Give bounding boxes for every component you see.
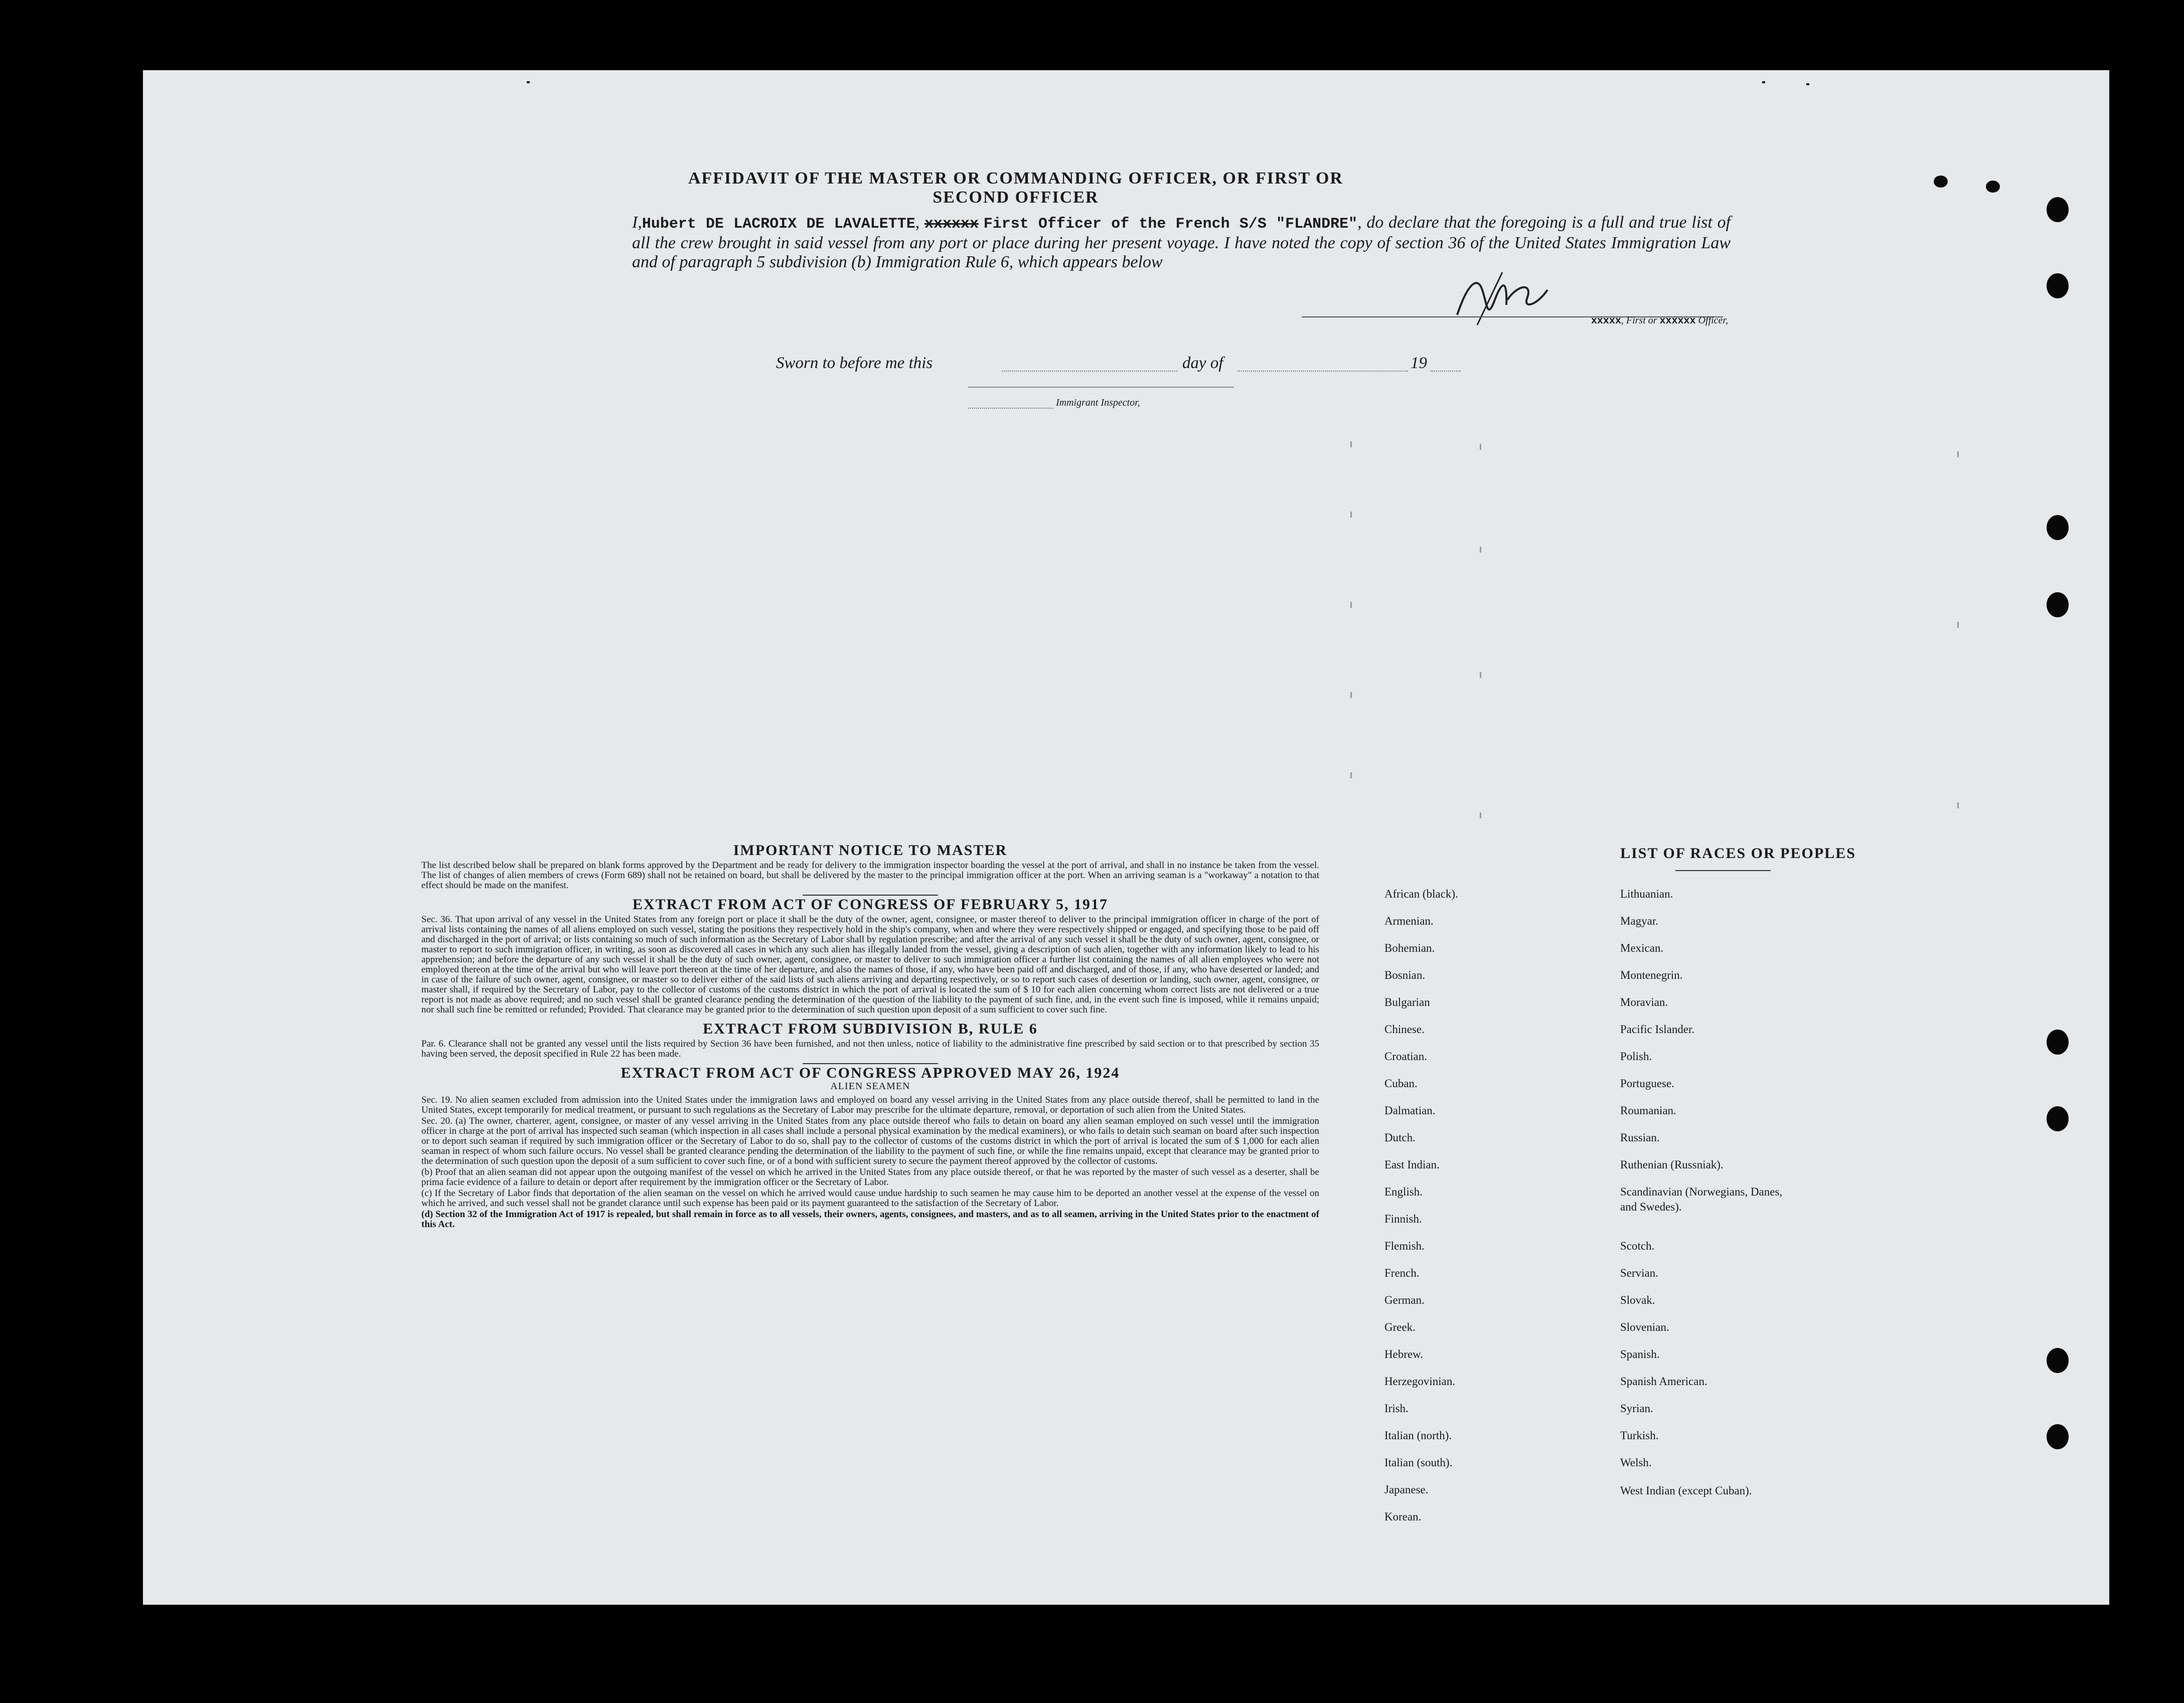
declaration-body: that the foregoing is a full and true list of all the crew brought in said vessel from any port or place during her present voyage. I have noted the copy of section 36 of the United States Immigration Law and of paragraph 5 subdivision (b) Immigration Rule 6, which appears below [632, 213, 1731, 271]
sworn-text: Sworn to before me this [776, 354, 933, 372]
inspector-dotted-line [968, 407, 1053, 409]
race-item: Dutch. [1384, 1131, 1416, 1144]
race-item: Dalmatian. [1384, 1104, 1436, 1117]
race-item: Slovenian. [1620, 1321, 1669, 1333]
race-item: Bosnian. [1384, 969, 1426, 981]
column-tick [1350, 692, 1352, 698]
column-tick [1957, 802, 1959, 808]
typed-officer-name: Hubert DE LACROIX DE LAVALETTE [642, 216, 915, 233]
race-item: Polish. [1620, 1050, 1652, 1063]
divider [803, 1063, 938, 1064]
document-page [143, 70, 2109, 1605]
caption-typed-strike-2: xxxxxx [1659, 315, 1696, 327]
race-item: Lithuanian. [1620, 888, 1673, 900]
typed-rank-vessel: First Officer of the French S/S "FLANDRE" [983, 216, 1358, 233]
affidavit-title: AFFIDAVIT OF THE MASTER OR COMMANDING OFFICER, OR FIRST OR SECOND OFFICER [688, 169, 1344, 207]
extract-1924-paragraph: Sec. 19. No alien seamen excluded from admission into the United States under the immigration laws and employed on board any vessel arriving in the United States from any place outside thereof, shall be permitted to land in the United States, except temporarily for medical treatment, or pursuant to such regulations as the Secretary of Labor may prescribe for the ultimate departure, removal, or deportation of such alien from the United States. [421, 1095, 1319, 1115]
race-item: Herzegovinian. [1384, 1375, 1456, 1388]
race-item: Cuban. [1384, 1077, 1418, 1090]
race-item: Croatian. [1384, 1050, 1427, 1063]
extract-1917-body: Sec. 36. That upon arrival of any vessel in the United States from any foreign port or place it shall be the duty of the owner, agent, consignee, or master thereof to deliver to the principal immigration officer in charge of the port of arrival lists containing the names of all aliens employed on such vessel, stating the positions they respectively hold in the ship's company, when and where they were respectively shipped or engaged, and specifying those to be paid off and discharged in the port of arrival; or lists containing so much of such information as the Secretary of Labor shall by regulation prescribe; and after the arrival of any such vessel it shall be the duty of such owner, agent, consignee, or master to report to such immigration officer, in writing, as soon as discovered all cases in which any such alien has illegally landed from the vessel, giving a description of such alien, together with any information likely to lead to his apprehension; and before the departure of any such vessel it shall be the duty of such owner, agent, consignee, or master to deliver to such immigration officer a further list containing the names of all alien employees who were not employed thereon at the time of the arrival but who will leave port thereon at the time of her departure, and also the names of those, if any, who have been paid off and discharged, and of those, if any, who have deserted or landed; and in case of the failure of such owner, agent, consignee, or master so to deliver either of the said lists of such aliens arriving and departing respectively, or so to report such cases of desertion or landing, such owner, agent, consignee, or master shall, if required by the Secretary of Labor, pay to the collector of customs of the customs district in which the port of arrival is located the sum of $ 10 for each alien concerning whom correct lists are not delivered or a true report is not made as above required; and no such vessel shall be granted clearance pending the determination of the question of the liability to the payment of such fine, and, in the event such fine is imposed, while it remains unpaid; nor shall such fine be remitted or refunded; Provided. That clearance may be granted prior to the determination of such question upon deposit of a sum sufficient to cover such fine. [421, 914, 1319, 1015]
column-tick [1480, 812, 1481, 818]
caption-mid: , First or [1621, 315, 1660, 326]
race-item: Turkish. [1620, 1429, 1659, 1442]
caption-typed-strike: xxxxx [1591, 315, 1621, 327]
notice-column [421, 842, 1319, 1231]
race-item: Armenian. [1384, 915, 1434, 927]
extract-rule6-body: Par. 6. Clearance shall not be granted any vessel until the lists required by Section 36 have been furnished, and not then unless, notice of liability to the administrative fine prescribed by said section or to that prescribed by section 35 having been served, the deposit specified in Rule 22 has been made. [421, 1039, 1319, 1059]
punch-hole [2047, 1106, 2069, 1131]
sworn-date-blank [1002, 370, 1177, 372]
punch-hole [2047, 1348, 2069, 1373]
extract-1924-subtitle: ALIEN SEAMEN [830, 1081, 910, 1092]
race-item: Moravian. [1620, 996, 1668, 1008]
scan-speck [527, 81, 530, 83]
notice-title: IMPORTANT NOTICE TO MASTER [733, 842, 1008, 859]
extract-1924-paragraph: (c) If the Secretary of Labor finds that deportation of the alien seaman on the vessel on which he arrived would cause undue hardship to such seamen he may cause him to be deported an another vessel at the expense of the vessel on which he arrived, and such vessel shall not be grandet clarance until such expense has been paid or its payment guaranteed to the satisfaction of the Secretary of Labor. [421, 1188, 1319, 1209]
notice-body: The list described below shall be prepared on blank forms approved by the Department and be ready for delivery to the immigration inspector boarding the vessel at the port of arrival, and shall in no instance be taken from the vessel. The list of changes of alien members of crews (Form 689) shall not be retained on board, but shall be delivered by the master to the principal immigration officer at the port. When an arriving seaman is a "workaway" a notation to that effect should be made on the manifest. [421, 860, 1319, 891]
scan-speck [1806, 83, 1809, 85]
ink-spot [1934, 176, 1948, 188]
name-separator: , [915, 213, 920, 232]
extract-1924-title: EXTRACT FROM ACT OF CONGRESS APPROVED MAY 26, 1924 [620, 1065, 1120, 1081]
race-item: Italian (north). [1384, 1429, 1452, 1442]
race-item: Roumanian. [1620, 1104, 1676, 1117]
column-tick [1480, 672, 1481, 678]
race-item: Portuguese. [1620, 1077, 1674, 1090]
caption-end: Officer, [1695, 315, 1728, 326]
ink-spot [1986, 181, 2000, 193]
column-tick [1350, 512, 1352, 518]
declaration-suffix: , do declare [1357, 213, 1439, 232]
race-item: Spanish American. [1620, 1375, 1707, 1388]
race-item: Flemish. [1384, 1240, 1425, 1252]
race-item: Welsh. [1620, 1456, 1652, 1469]
race-item: Slovak. [1620, 1294, 1655, 1306]
sworn-day: day of [1182, 354, 1223, 372]
punch-hole [2047, 273, 2069, 298]
race-item: West Indian (except Cuban). [1620, 1484, 1752, 1497]
race-item: Japanese. [1384, 1483, 1429, 1496]
race-item: Russian. [1620, 1131, 1660, 1144]
race-item: Scotch. [1620, 1240, 1655, 1252]
race-item: Scandinavian (Norwegians, Danes, and Swedes). [1620, 1185, 1783, 1213]
race-item: German. [1384, 1294, 1425, 1306]
punch-hole [2047, 515, 2069, 540]
race-item: Bulgarian [1384, 996, 1430, 1008]
race-item: Syrian. [1620, 1402, 1653, 1415]
typed-strikeout: xxxxxx [924, 216, 979, 233]
race-item: English. [1384, 1185, 1423, 1198]
column-tick [1480, 444, 1481, 450]
divider [803, 1019, 938, 1020]
race-item: East Indian. [1384, 1158, 1440, 1171]
column-tick [1350, 441, 1352, 447]
race-item: Chinese. [1384, 1023, 1425, 1036]
race-item: Hebrew. [1384, 1348, 1424, 1360]
races-title: LIST OF RACES OR PEOPLES [1620, 845, 1856, 862]
signature-caption [1387, 315, 1728, 327]
scan-speck [1762, 81, 1765, 83]
extract-1924-paragraph: Sec. 20. (a) The owner, charterer, agent, consignee, or master of any vessel arriving in the United States from any place outside thereof who fails to detain on board any alien seaman employed on such vessel until the immigration officer in charge at the port of arrival has inspected such seaman (which inspection in all cases shall include a personal physical examination by the medical examiners), or who fails to detain such seaman on board after such inspection or to deport such seaman if required by such immigration officer or the Secretary of Labor to do so, shall pay to the collector of customs of the customs district in which the port of arrival is located the sum of $ 1,000 for each alien seaman in respect of whom such failure occurs. No vessel shall be granted clearance pending the determination of the liability to the payment of such fine, or while the fine remains unpaid, except that clearance may be granted prior to the determination of such question upon the deposit of a sum sufficient to cover such fine, or of a bond with sufficient surety to secure the payment thereof approved by the collector of customs. [421, 1116, 1319, 1166]
extract-1924-paragraph: (d) Section 32 of the Immigration Act of 1917 is repealed, but shall remain in force as to all vessels, their owners, agents, consignees, and masters, and as to all seamen, arriving in the United States prior to the enactment of this Act. [421, 1209, 1319, 1230]
race-item: Italian (south). [1384, 1456, 1453, 1469]
column-tick [1350, 602, 1352, 608]
extract-1924-paragraph: (b) Proof that an alien seaman did not appear upon the outgoing manifest of the vessel on which he arrived in the United States from any place outside thereof, or that he was reported by the master of such vessel as a deserter, shall be prima facie evidence of a failure to detain or deport after requirement by the immigration officer or the Secretary of Labor. [421, 1167, 1319, 1187]
column-tick [1957, 622, 1959, 628]
race-item: French. [1384, 1267, 1420, 1279]
sworn-month-blank [1237, 370, 1408, 372]
divider [803, 895, 938, 896]
column-tick [1480, 547, 1481, 553]
punch-hole [2047, 197, 2069, 222]
inspector-caption: Immigrant Inspector, [1056, 397, 1140, 408]
race-item: Finnish. [1384, 1213, 1422, 1225]
race-item: Ruthenian (Russniak). [1620, 1158, 1724, 1171]
race-item: Korean. [1384, 1510, 1422, 1523]
sworn-year-blank [1431, 370, 1461, 372]
punch-hole [2047, 1030, 2069, 1055]
race-item: Mexican. [1620, 942, 1664, 954]
punch-hole [2047, 1424, 2069, 1449]
declaration-prefix: I, [632, 213, 642, 232]
race-item: Montenegrin. [1620, 969, 1683, 981]
race-item: Bohemian. [1384, 942, 1435, 954]
race-item: Irish. [1384, 1402, 1409, 1415]
race-item: Pacific Islander. [1620, 1023, 1695, 1036]
race-item: Servian. [1620, 1267, 1659, 1279]
race-item: Greek. [1384, 1321, 1416, 1333]
column-tick [1350, 772, 1352, 778]
race-item: Magyar. [1620, 915, 1659, 927]
inspector-signature-line [968, 386, 1234, 388]
race-item: Spanish. [1620, 1348, 1660, 1360]
races-title-rule [1675, 870, 1771, 871]
declaration-text [632, 213, 1731, 272]
race-item: African (black). [1384, 888, 1458, 900]
extract-1917-title: EXTRACT FROM ACT OF CONGRESS OF FEBRUARY 5, 1917 [632, 896, 1109, 913]
extract-rule6-title: EXTRACT FROM SUBDIVISION B, RULE 6 [703, 1020, 1038, 1037]
punch-hole [2047, 592, 2069, 617]
column-tick [1957, 451, 1959, 457]
sworn-year: 19 [1411, 354, 1427, 372]
